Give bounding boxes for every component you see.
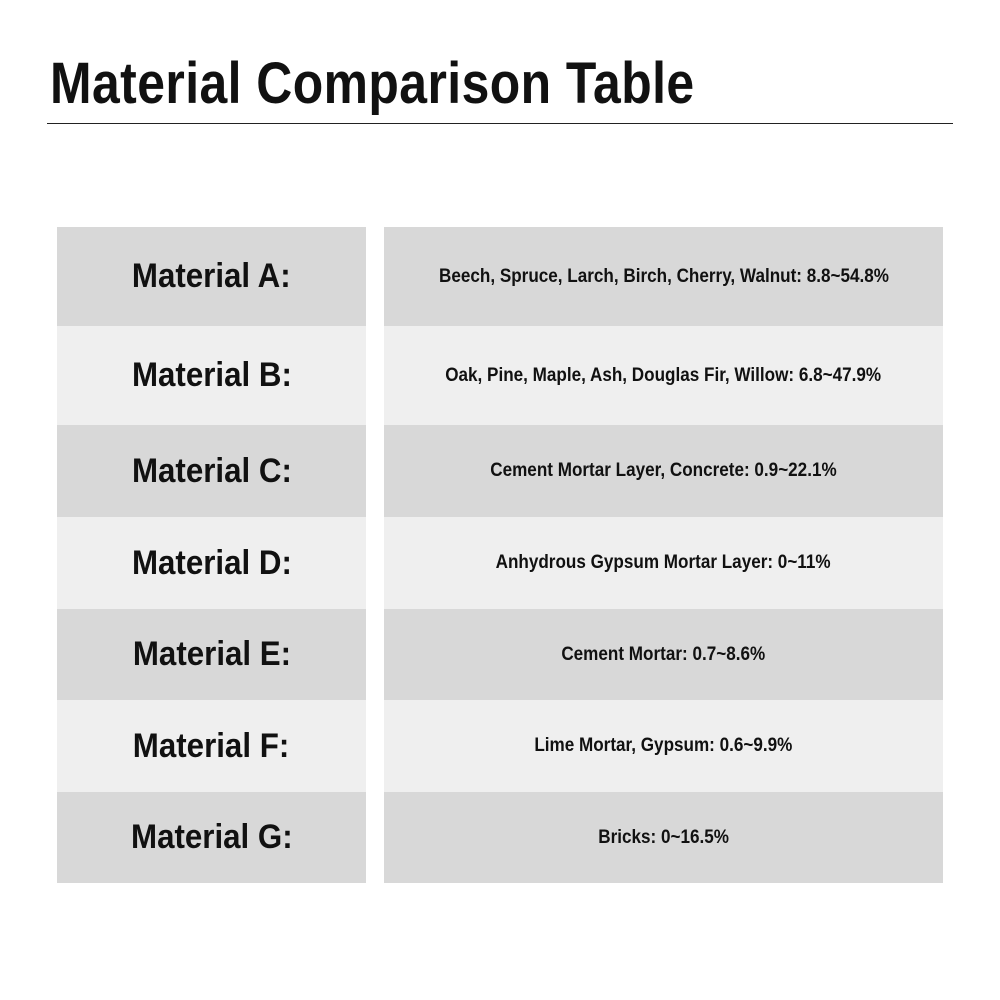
row-label-cell — [57, 792, 366, 883]
row-label-cell — [57, 609, 366, 700]
row-value: Cement Mortar: 0.7~8.6% — [561, 643, 766, 665]
row-label-cell — [57, 700, 366, 792]
table-row-material-e — [57, 609, 943, 700]
row-value-cell — [384, 425, 943, 517]
table-row-material-g — [57, 792, 943, 883]
row-label: Material E: — [132, 635, 291, 673]
page-title: Material Comparison Table — [50, 51, 695, 116]
row-value-cell — [384, 227, 943, 326]
row-value-cell — [384, 792, 943, 883]
row-label-cell — [57, 227, 366, 326]
table-row-material-d — [57, 517, 943, 609]
table-row-material-b — [57, 326, 943, 425]
row-label: Material A: — [132, 257, 291, 295]
row-value: Anhydrous Gypsum Mortar Layer: 0~11% — [496, 552, 831, 573]
row-value: Oak, Pine, Maple, Ash, Douglas Fir, Willow: 6.8~47.9% — [445, 364, 882, 386]
row-value: Cement Mortar Layer, Concrete: 0.9~22.1% — [490, 460, 837, 481]
row-label: Material G: — [130, 818, 293, 856]
row-label-cell — [57, 425, 366, 517]
row-label: Material F: — [133, 726, 290, 765]
row-value: Beech, Spruce, Larch, Birch, Cherry, Walnut: 8.8~54.8% — [438, 265, 889, 287]
row-value: Bricks: 0~16.5% — [598, 826, 729, 848]
row-value-cell — [384, 517, 943, 609]
row-value-cell — [384, 326, 943, 425]
row-value: Lime Mortar, Gypsum: 0.6~9.9% — [534, 735, 793, 756]
row-value-cell — [384, 700, 943, 792]
table-row-material-c — [57, 425, 943, 517]
row-label: Material C: — [131, 451, 292, 490]
table-row-material-f — [57, 700, 943, 792]
row-label: Material D: — [131, 543, 292, 582]
row-label: Material B: — [131, 356, 292, 394]
row-value-cell — [384, 609, 943, 700]
table-row-material-a — [57, 227, 943, 326]
material-comparison-table — [57, 227, 943, 883]
title-divider — [47, 123, 953, 124]
row-label-cell — [57, 326, 366, 425]
row-label-cell — [57, 517, 366, 609]
